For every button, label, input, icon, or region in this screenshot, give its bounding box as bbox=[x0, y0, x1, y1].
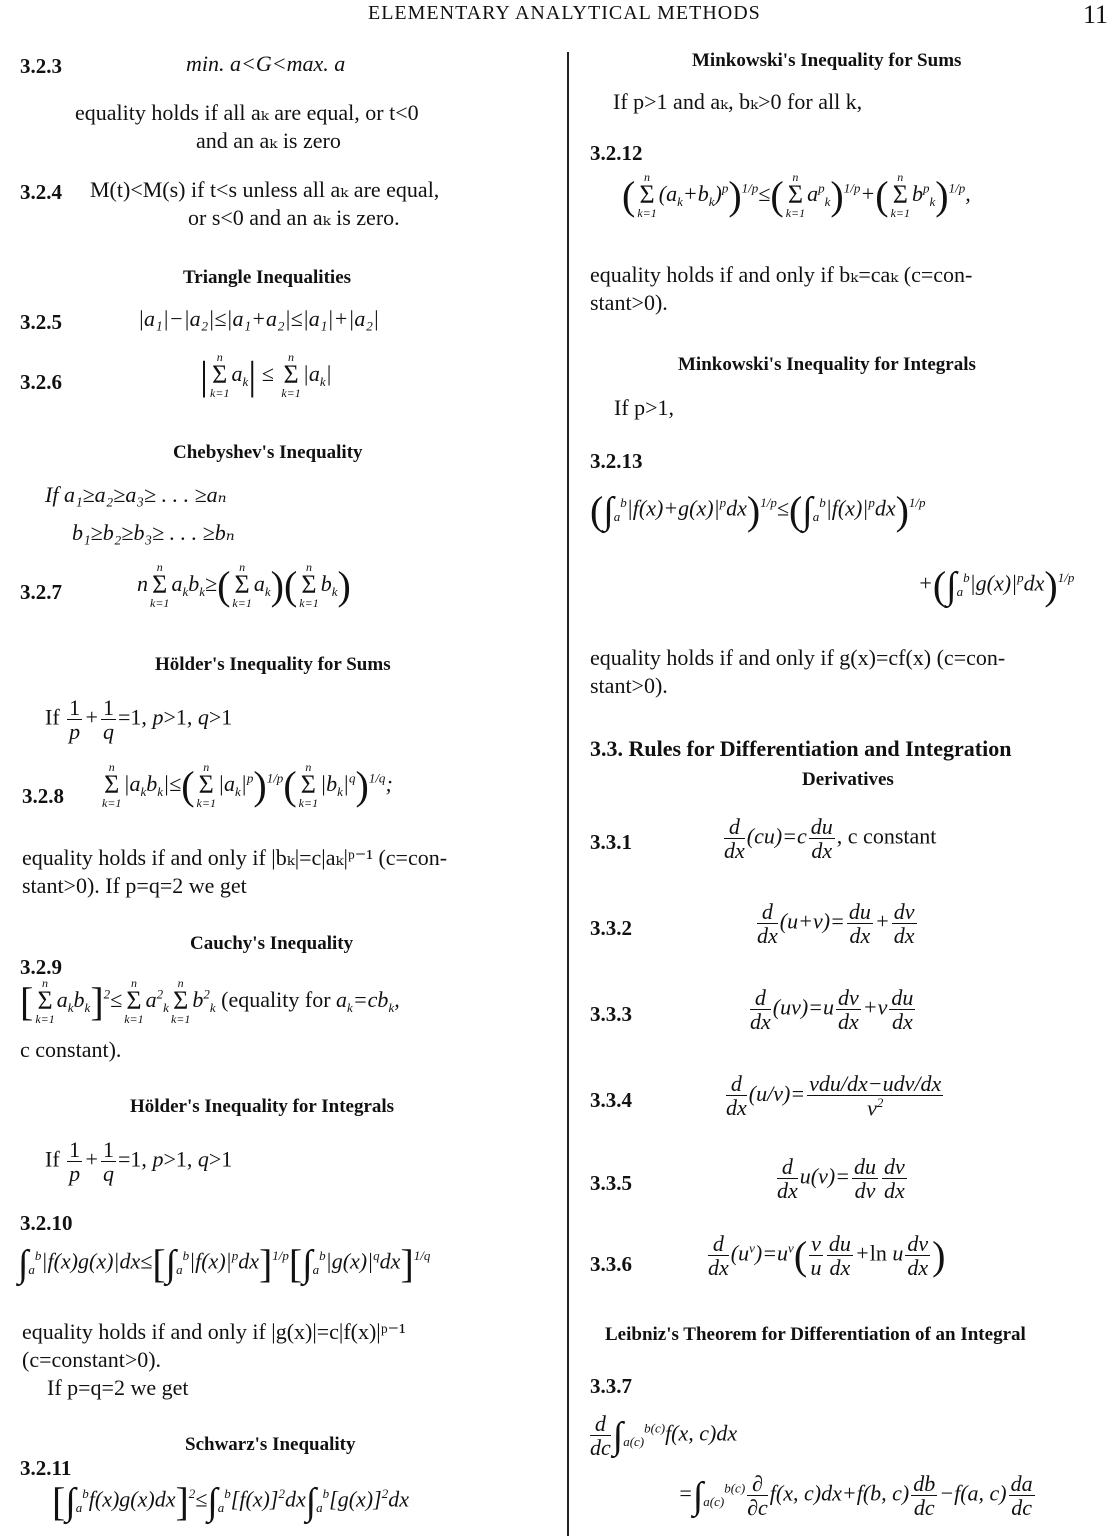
text-line: equality holds if all aₖ are equal, or t<0 bbox=[75, 100, 419, 125]
formula-327: n n Σ k=1 $a_kb_k\ge$( n Σ k=1 $a_k$)( n Σ k=1 $b_k$) bbox=[137, 560, 351, 611]
text-line: stant>0). If p=q=2 we get bbox=[22, 873, 247, 898]
section-heading: Leibniz's Theorem for Differentiation of an Integral bbox=[605, 1324, 1026, 1345]
column-divider bbox=[567, 52, 569, 1536]
running-title: ELEMENTARY ANALYTICAL METHODS bbox=[368, 2, 761, 24]
text-line: stant>0). bbox=[590, 673, 668, 698]
text-line: b₁≥b₂≥b₃≥ . . . ≥bₙ bbox=[72, 520, 235, 545]
text-line: equality holds if and only if |g(x)|=c|f(x)|ᵖ⁻¹ bbox=[22, 1319, 406, 1344]
formula-337-b: $=\int_{a(c)}^{b(c)}$ $\frac{\partial}{\partial c}$ f(x, c)dx+f(b, c) $\frac{db}{dc}$ −f(a, c) $\frac{da}{dc}$ bbox=[678, 1471, 1033, 1521]
text-line: equality holds if and only if g(x)=cf(x) (c=con- bbox=[590, 645, 1006, 670]
text-fragment: , c constant bbox=[836, 823, 937, 849]
formula-326: | n Σ k=1 $a_k|$ ≤ n Σ k=1 $|a_k|$ bbox=[200, 350, 332, 401]
eq-number: 3.3.3 bbox=[590, 1002, 632, 1026]
eq-number: 3.2.7 bbox=[20, 580, 62, 604]
text-line: equality holds if and only if bₖ=caₖ (c=con- bbox=[590, 262, 973, 287]
formula-3210: $\int_a^b|f(x)g(x)|dx\le[\int_a^b|f(x)|^pdx]^{1/p}[\int_a^b|g(x)|^qdx]^{1/q}$ bbox=[18, 1241, 431, 1286]
formula-3212: ( n Σ k=1 $(a_k+b_k)^p)^{1/p}\le$( n Σ k=1 $a^p_k)^{1/p}+$( n Σ k=1 $b^p_k)^{1/p}$, bbox=[622, 170, 971, 221]
eq-number: 3.2.4 bbox=[20, 180, 62, 204]
formula-3211: $[\int_a^bf(x)g(x)dx]^2\le\int_a^b[f(x)]^2dx\int_a^b[g(x)]^2dx$ bbox=[52, 1479, 409, 1524]
formula-337-a: $\frac{d}{dc}$ $\int_{a(c)}^{b(c)}f(x$, c)dx bbox=[590, 1411, 738, 1461]
section-heading: Hölder's Inequality for Sums bbox=[155, 654, 391, 675]
formula-3213-a: $(\int_a^b|f(x)+g(x)|^pdx)^{1/p}\le(\int_a^b|f(x)|^pdx)^{1/p}$ bbox=[590, 488, 926, 533]
formula-329: [ n Σ k=1 $a_kb_k]^2\le$ n Σ k=1 $a^2_k$ n Σ k=1 $b^2_k$ (equality for $a_k=cb_k$, bbox=[20, 976, 400, 1027]
eq-number: 3.3.6 bbox=[590, 1252, 632, 1276]
eq-number: 3.3.4 bbox=[590, 1088, 632, 1112]
text-line: If p>1 and aₖ, bₖ>0 for all k, bbox=[613, 89, 863, 114]
formula-332: $\frac{d}{dx}$ (u+v)= $\frac{du}{dx}$ + $\frac{dv}{dx}$ bbox=[757, 899, 915, 949]
eq-number: 3.2.5 bbox=[20, 310, 62, 334]
formula-331: $\frac{d}{dx}$ (cu)=c $\frac{du}{dx}$ , c constant bbox=[724, 814, 937, 864]
text-line: or s<0 and an aₖ is zero. bbox=[188, 205, 400, 230]
formula-333: $\frac{d}{dx}$ (uv)=u $\frac{dv}{dx}$ +v $\frac{du}{dx}$ bbox=[750, 985, 914, 1035]
section-heading: Schwarz's Inequality bbox=[185, 1434, 356, 1455]
section-heading: Minkowski's Inequality for Integrals bbox=[678, 354, 976, 375]
formula-336: $\frac{d}{dx}$ $(u^v)=u^v$( $\frac{v}{u}$ $\frac{du}{dx}$ +ln u $\frac{dv}{dx}$ ) bbox=[708, 1231, 946, 1281]
eq-number: 3.2.12 bbox=[590, 141, 643, 165]
eq-number: 3.2.11 bbox=[20, 1456, 72, 1480]
chapter-section-heading: 3.3. Rules for Differentiation and Integration bbox=[590, 736, 1012, 761]
eq-number: 3.3.2 bbox=[590, 916, 632, 940]
text-line: c constant). bbox=[20, 1037, 122, 1062]
section-heading: Minkowski's Inequality for Sums bbox=[692, 50, 962, 71]
eq-number: 3.2.10 bbox=[20, 1211, 73, 1235]
section-heading: Triangle Inequalities bbox=[183, 267, 352, 288]
text-line: (c=constant>0). bbox=[22, 1347, 162, 1372]
eq-number: 3.2.8 bbox=[22, 784, 64, 808]
formula-334: $\frac{d}{dx}$ (u/v)= $\frac{\text{vdu/dx−udv/dx}}{v^2}$ bbox=[726, 1071, 942, 1121]
text-line: If a₁≥a₂≥a₃≥ . . . ≥aₙ bbox=[45, 482, 227, 507]
eq-number: 3.2.9 bbox=[20, 955, 62, 979]
eq-number: 3.3.7 bbox=[590, 1374, 632, 1398]
formula-335: $\frac{d}{dx}$ u(v)= $\frac{du}{dv}$ $\frac{dv}{dx}$ bbox=[777, 1154, 905, 1204]
eq-number: 3.3.5 bbox=[590, 1171, 632, 1195]
holder-int-condition: If $\frac{1}{p}$ + $\frac{1}{q}$ =1, p>1, q>1 bbox=[45, 1137, 233, 1187]
formula-3213-b: $+(\int_a^b|g(x)|^pdx)^{1/p}$ bbox=[918, 563, 1075, 608]
formula-323: min. a<G<max. a bbox=[186, 51, 346, 76]
section-heading: Derivatives bbox=[802, 769, 894, 790]
formula-325: |a₁|−|a₂|≤|a₁+a₂|≤|a₁|+|a₂| bbox=[138, 306, 380, 331]
text-line: M(t)<M(s) if t<s unless all aₖ are equal, bbox=[90, 177, 440, 202]
text-line: If p=q=2 we get bbox=[47, 1375, 189, 1400]
eq-number: 3.2.13 bbox=[590, 449, 643, 473]
text-line: stant>0). bbox=[590, 290, 668, 315]
formula-328: n Σ k=1 $|a_kb_k|\le$( n Σ k=1 $|a_k|^p)^{1/p}$( n Σ k=1 $|b_k|^q)^{1/q}$; bbox=[102, 760, 393, 811]
text-line: and an aₖ is zero bbox=[196, 128, 341, 153]
section-heading: Cauchy's Inequality bbox=[190, 933, 354, 954]
holder-condition: If $\frac{1}{p}$ + $\frac{1}{q}$ =1, p>1, q>1 bbox=[45, 695, 233, 745]
text-line: If p>1, bbox=[614, 395, 675, 420]
section-heading: Chebyshev's Inequality bbox=[173, 442, 363, 463]
eq-number: 3.3.1 bbox=[590, 830, 632, 854]
page-number: 11 bbox=[1083, 0, 1109, 29]
text-line: equality holds if and only if |bₖ|=c|aₖ|ᵖ⁻¹ (c=con- bbox=[22, 845, 448, 870]
eq-number: 3.2.3 bbox=[20, 54, 62, 78]
section-heading: Hölder's Inequality for Integrals bbox=[130, 1096, 395, 1117]
eq-number: 3.2.6 bbox=[20, 370, 62, 394]
